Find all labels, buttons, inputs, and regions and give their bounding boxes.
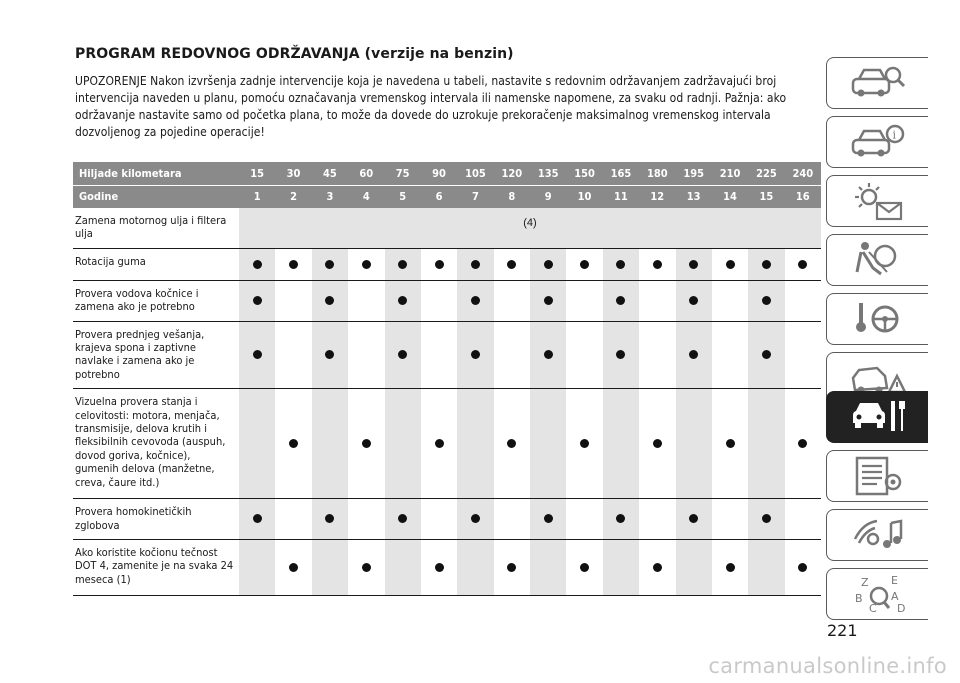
schedule-cell bbox=[748, 499, 784, 540]
maintenance-schedule-table bbox=[73, 162, 821, 596]
year-value-16: 16 bbox=[785, 185, 821, 208]
scheduled-dot-icon bbox=[289, 260, 298, 269]
schedule-cell bbox=[639, 499, 675, 540]
schedule-cell bbox=[421, 389, 457, 499]
year-value-14: 14 bbox=[712, 185, 748, 208]
scheduled-dot-icon bbox=[762, 296, 771, 305]
schedule-cell bbox=[530, 389, 566, 499]
schedule-cell bbox=[603, 321, 639, 389]
km-value-15: 225 bbox=[748, 162, 784, 185]
scheduled-dot-icon bbox=[616, 514, 625, 523]
schedule-cell bbox=[566, 280, 602, 321]
table-row bbox=[73, 540, 821, 596]
schedule-cell bbox=[566, 499, 602, 540]
km-value-7: 105 bbox=[457, 162, 493, 185]
scheduled-dot-icon bbox=[362, 260, 371, 269]
schedule-cell bbox=[639, 540, 675, 596]
schedule-cell bbox=[239, 248, 275, 280]
schedule-cell bbox=[676, 540, 712, 596]
schedule-cell bbox=[566, 540, 602, 596]
km-header-row bbox=[73, 162, 821, 185]
scheduled-dot-icon bbox=[616, 296, 625, 305]
scheduled-dot-icon bbox=[471, 350, 480, 359]
schedule-cell bbox=[712, 280, 748, 321]
svg-text:B: B bbox=[854, 592, 863, 605]
schedule-cell bbox=[748, 540, 784, 596]
schedule-cell bbox=[566, 248, 602, 280]
schedule-cell bbox=[494, 280, 530, 321]
km-value-8: 120 bbox=[494, 162, 530, 185]
km-value-1: 15 bbox=[239, 162, 275, 185]
scheduled-dot-icon bbox=[544, 514, 553, 523]
warning-light-envelope-icon bbox=[847, 179, 909, 223]
schedule-cell bbox=[312, 499, 348, 540]
schedule-cell bbox=[712, 499, 748, 540]
scheduled-dot-icon bbox=[253, 260, 262, 269]
scheduled-dot-icon bbox=[435, 563, 444, 572]
schedule-cell bbox=[312, 321, 348, 389]
schedule-cell bbox=[639, 389, 675, 499]
year-value-15: 15 bbox=[748, 185, 784, 208]
schedule-cell bbox=[421, 280, 457, 321]
scheduled-dot-icon bbox=[325, 350, 334, 359]
km-value-11: 165 bbox=[603, 162, 639, 185]
scheduled-dot-icon bbox=[653, 260, 662, 269]
car-wrench-icon bbox=[847, 395, 909, 439]
schedule-cell bbox=[275, 321, 311, 389]
year-value-12: 12 bbox=[639, 185, 675, 208]
scheduled-dot-icon bbox=[435, 439, 444, 448]
chapter-tab-1[interactable] bbox=[826, 57, 928, 109]
schedule-cell bbox=[603, 248, 639, 280]
km-value-6: 90 bbox=[421, 162, 457, 185]
interval-note: (4) bbox=[239, 208, 821, 248]
km-value-5: 75 bbox=[385, 162, 421, 185]
schedule-cell bbox=[785, 248, 821, 280]
schedule-cell bbox=[385, 540, 421, 596]
chapter-tab-8[interactable] bbox=[826, 450, 928, 502]
scheduled-dot-icon bbox=[507, 260, 516, 269]
table-row bbox=[73, 321, 821, 389]
km-value-13: 195 bbox=[676, 162, 712, 185]
scheduled-dot-icon bbox=[398, 514, 407, 523]
multimedia-icon bbox=[847, 513, 909, 557]
scheduled-dot-icon bbox=[653, 563, 662, 572]
scheduled-dot-icon bbox=[689, 296, 698, 305]
scheduled-dot-icon bbox=[471, 514, 480, 523]
operation-label: Ako koristite kočionu tečnost DOT 4, zamenite je na svaka 24 meseca (1) bbox=[73, 540, 239, 596]
schedule-cell bbox=[421, 321, 457, 389]
year-value-13: 13 bbox=[676, 185, 712, 208]
km-value-16: 240 bbox=[785, 162, 821, 185]
schedule-cell bbox=[457, 321, 493, 389]
watermark: carmanualsonline.info bbox=[708, 654, 947, 678]
schedule-cell bbox=[275, 499, 311, 540]
scheduled-dot-icon bbox=[616, 260, 625, 269]
year-value-8: 8 bbox=[494, 185, 530, 208]
scheduled-dot-icon bbox=[398, 296, 407, 305]
schedule-cell bbox=[239, 321, 275, 389]
operation-label: Provera homokinetičkih zglobova bbox=[73, 499, 239, 540]
year-value-5: 5 bbox=[385, 185, 421, 208]
km-value-12: 180 bbox=[639, 162, 675, 185]
scheduled-dot-icon bbox=[471, 260, 480, 269]
schedule-cell bbox=[785, 321, 821, 389]
schedule-cell bbox=[494, 540, 530, 596]
schedule-cell bbox=[421, 540, 457, 596]
schedule-cell bbox=[385, 389, 421, 499]
svg-text:D: D bbox=[896, 602, 905, 615]
scheduled-dot-icon bbox=[289, 439, 298, 448]
operation-label: Vizuelna provera stanja i celovitosti: motora, menjača, transmisije, delova krutih i fleksibilnih cevovoda (auspuh, dovod goriva, kočnice), gumenih delova (manžetne, creva, čaure itd.) bbox=[73, 389, 239, 499]
schedule-cell bbox=[494, 248, 530, 280]
chapter-tab-9[interactable] bbox=[826, 509, 928, 561]
chapter-tab-4[interactable] bbox=[826, 234, 928, 286]
svg-text:E: E bbox=[890, 574, 898, 587]
schedule-cell bbox=[530, 248, 566, 280]
schedule-cell bbox=[312, 540, 348, 596]
scheduled-dot-icon bbox=[544, 296, 553, 305]
schedule-cell bbox=[676, 280, 712, 321]
schedule-cell bbox=[494, 499, 530, 540]
schedule-cell bbox=[348, 389, 384, 499]
scheduled-dot-icon bbox=[325, 296, 334, 305]
scheduled-dot-icon bbox=[253, 350, 262, 359]
schedule-cell bbox=[566, 389, 602, 499]
schedule-cell bbox=[275, 280, 311, 321]
schedule-cell bbox=[421, 499, 457, 540]
table-row bbox=[73, 248, 821, 280]
schedule-cell bbox=[312, 248, 348, 280]
scheduled-dot-icon bbox=[689, 350, 698, 359]
schedule-cell bbox=[639, 248, 675, 280]
chapter-tab-7[interactable] bbox=[826, 391, 928, 443]
scheduled-dot-icon bbox=[653, 439, 662, 448]
km-value-9: 135 bbox=[530, 162, 566, 185]
scheduled-dot-icon bbox=[762, 260, 771, 269]
schedule-cell bbox=[421, 248, 457, 280]
scheduled-dot-icon bbox=[398, 350, 407, 359]
schedule-cell bbox=[748, 389, 784, 499]
scheduled-dot-icon bbox=[689, 260, 698, 269]
schedule-cell bbox=[748, 321, 784, 389]
car-info-icon bbox=[847, 120, 909, 164]
schedule-cell bbox=[785, 499, 821, 540]
chapter-tab-3[interactable] bbox=[826, 175, 928, 227]
schedule-cell bbox=[494, 321, 530, 389]
year-value-10: 10 bbox=[566, 185, 602, 208]
schedule-cell bbox=[348, 248, 384, 280]
schedule-cell bbox=[385, 499, 421, 540]
schedule-cell bbox=[348, 540, 384, 596]
years-header-label: Godine bbox=[73, 185, 239, 208]
operation-label: Provera vodova kočnice i zamena ako je potrebno bbox=[73, 280, 239, 321]
airbag-seatbelt-icon bbox=[847, 238, 909, 282]
scheduled-dot-icon bbox=[507, 439, 516, 448]
schedule-cell bbox=[603, 280, 639, 321]
scheduled-dot-icon bbox=[798, 439, 807, 448]
schedule-cell bbox=[603, 389, 639, 499]
schedule-cell bbox=[457, 248, 493, 280]
scheduled-dot-icon bbox=[798, 563, 807, 572]
scheduled-dot-icon bbox=[580, 260, 589, 269]
km-value-3: 45 bbox=[312, 162, 348, 185]
schedule-cell bbox=[312, 280, 348, 321]
schedule-cell bbox=[385, 248, 421, 280]
schedule-cell bbox=[530, 321, 566, 389]
scheduled-dot-icon bbox=[798, 260, 807, 269]
scheduled-dot-icon bbox=[471, 296, 480, 305]
schedule-cell bbox=[348, 280, 384, 321]
scheduled-dot-icon bbox=[616, 350, 625, 359]
km-value-2: 30 bbox=[275, 162, 311, 185]
year-value-3: 3 bbox=[312, 185, 348, 208]
scheduled-dot-icon bbox=[325, 514, 334, 523]
schedule-cell bbox=[312, 389, 348, 499]
schedule-cell bbox=[275, 389, 311, 499]
scheduled-dot-icon bbox=[435, 260, 444, 269]
schedule-cell bbox=[785, 540, 821, 596]
scheduled-dot-icon bbox=[580, 563, 589, 572]
scheduled-dot-icon bbox=[762, 514, 771, 523]
svg-text:i: i bbox=[892, 128, 896, 142]
scheduled-dot-icon bbox=[544, 350, 553, 359]
year-value-7: 7 bbox=[457, 185, 493, 208]
page-number: 221 bbox=[827, 621, 858, 640]
schedule-cell bbox=[712, 321, 748, 389]
scheduled-dot-icon bbox=[253, 296, 262, 305]
year-value-11: 11 bbox=[603, 185, 639, 208]
chapter-tab-5[interactable] bbox=[826, 293, 928, 345]
schedule-cell bbox=[785, 280, 821, 321]
schedule-cell bbox=[639, 321, 675, 389]
schedule-cell bbox=[275, 540, 311, 596]
table-row bbox=[73, 208, 821, 248]
schedule-cell bbox=[530, 499, 566, 540]
scheduled-dot-icon bbox=[507, 563, 516, 572]
document-specs-icon bbox=[847, 454, 909, 498]
schedule-cell bbox=[603, 540, 639, 596]
schedule-cell bbox=[785, 389, 821, 499]
year-value-6: 6 bbox=[421, 185, 457, 208]
scheduled-dot-icon bbox=[398, 260, 407, 269]
scheduled-dot-icon bbox=[544, 260, 553, 269]
schedule-cell bbox=[712, 389, 748, 499]
schedule-cell bbox=[676, 499, 712, 540]
scheduled-dot-icon bbox=[689, 514, 698, 523]
km-value-10: 150 bbox=[566, 162, 602, 185]
schedule-cell bbox=[385, 321, 421, 389]
warning-paragraph: UPOZORENJE Nakon izvršenja zadnje intervencije koja je navedena u tabeli, nastavite s redovnim održavanjem zadržavajući broj intervencija naveden u planu, pomoću označavanja vremenskog intervala ili namenske napomene, za svaku od radnji. Pažnja: ako održavanje nastavite samo od početka plana, to može da dovede do uzrokuje prekoračenje maksimalnog vremenskog intervala dozvoljenog za pojedine operacije! bbox=[75, 74, 787, 139]
schedule-cell bbox=[712, 540, 748, 596]
schedule-cell bbox=[239, 389, 275, 499]
scheduled-dot-icon bbox=[362, 439, 371, 448]
scheduled-dot-icon bbox=[762, 350, 771, 359]
years-header-row bbox=[73, 185, 821, 208]
km-value-14: 210 bbox=[712, 162, 748, 185]
schedule-cell bbox=[676, 389, 712, 499]
schedule-cell bbox=[530, 280, 566, 321]
schedule-cell bbox=[748, 280, 784, 321]
schedule-cell bbox=[566, 321, 602, 389]
schedule-cell bbox=[603, 499, 639, 540]
km-value-4: 60 bbox=[348, 162, 384, 185]
schedule-cell bbox=[712, 248, 748, 280]
schedule-cell bbox=[676, 248, 712, 280]
schedule-cell bbox=[457, 280, 493, 321]
operation-label: Zamena motornog ulja i filtera ulja bbox=[73, 208, 239, 248]
svg-text:C: C bbox=[868, 602, 877, 615]
schedule-cell bbox=[676, 321, 712, 389]
svg-text:A: A bbox=[890, 590, 899, 603]
year-value-9: 9 bbox=[530, 185, 566, 208]
schedule-cell bbox=[348, 321, 384, 389]
scheduled-dot-icon bbox=[253, 514, 262, 523]
km-header-label: Hiljade kilometara bbox=[73, 162, 239, 185]
schedule-cell bbox=[385, 280, 421, 321]
year-value-4: 4 bbox=[348, 185, 384, 208]
chapter-tab-10[interactable] bbox=[826, 568, 928, 620]
scheduled-dot-icon bbox=[726, 563, 735, 572]
year-value-1: 1 bbox=[239, 185, 275, 208]
schedule-cell bbox=[275, 248, 311, 280]
schedule-cell bbox=[348, 499, 384, 540]
year-value-2: 2 bbox=[275, 185, 311, 208]
schedule-cell bbox=[457, 499, 493, 540]
schedule-cell bbox=[748, 248, 784, 280]
chapter-tab-2[interactable] bbox=[826, 116, 928, 168]
table-row bbox=[73, 499, 821, 540]
scheduled-dot-icon bbox=[289, 563, 298, 572]
alphabetical-index-icon bbox=[847, 572, 909, 616]
scheduled-dot-icon bbox=[726, 439, 735, 448]
table-row bbox=[73, 389, 821, 499]
schedule-cell bbox=[457, 540, 493, 596]
schedule-cell bbox=[239, 280, 275, 321]
operation-label: Rotacija guma bbox=[73, 248, 239, 280]
table-row bbox=[73, 280, 821, 321]
schedule-cell bbox=[457, 389, 493, 499]
scheduled-dot-icon bbox=[362, 563, 371, 572]
schedule-cell bbox=[494, 389, 530, 499]
key-steering-wheel-icon bbox=[847, 297, 909, 341]
car-magnifier-icon bbox=[847, 61, 909, 105]
scheduled-dot-icon bbox=[580, 439, 589, 448]
operation-label: Provera prednjeg vešanja, krajeva spona i zaptivne navlake i zamena ako je potrebno bbox=[73, 321, 239, 389]
section-title: PROGRAM REDOVNOG ODRŽAVANJA (verzije na benzin) bbox=[75, 46, 514, 62]
scheduled-dot-icon bbox=[726, 260, 735, 269]
schedule-cell bbox=[239, 540, 275, 596]
svg-text:Z: Z bbox=[860, 576, 869, 589]
schedule-cell bbox=[239, 499, 275, 540]
schedule-cell bbox=[639, 280, 675, 321]
scheduled-dot-icon bbox=[325, 260, 334, 269]
schedule-cell bbox=[530, 540, 566, 596]
